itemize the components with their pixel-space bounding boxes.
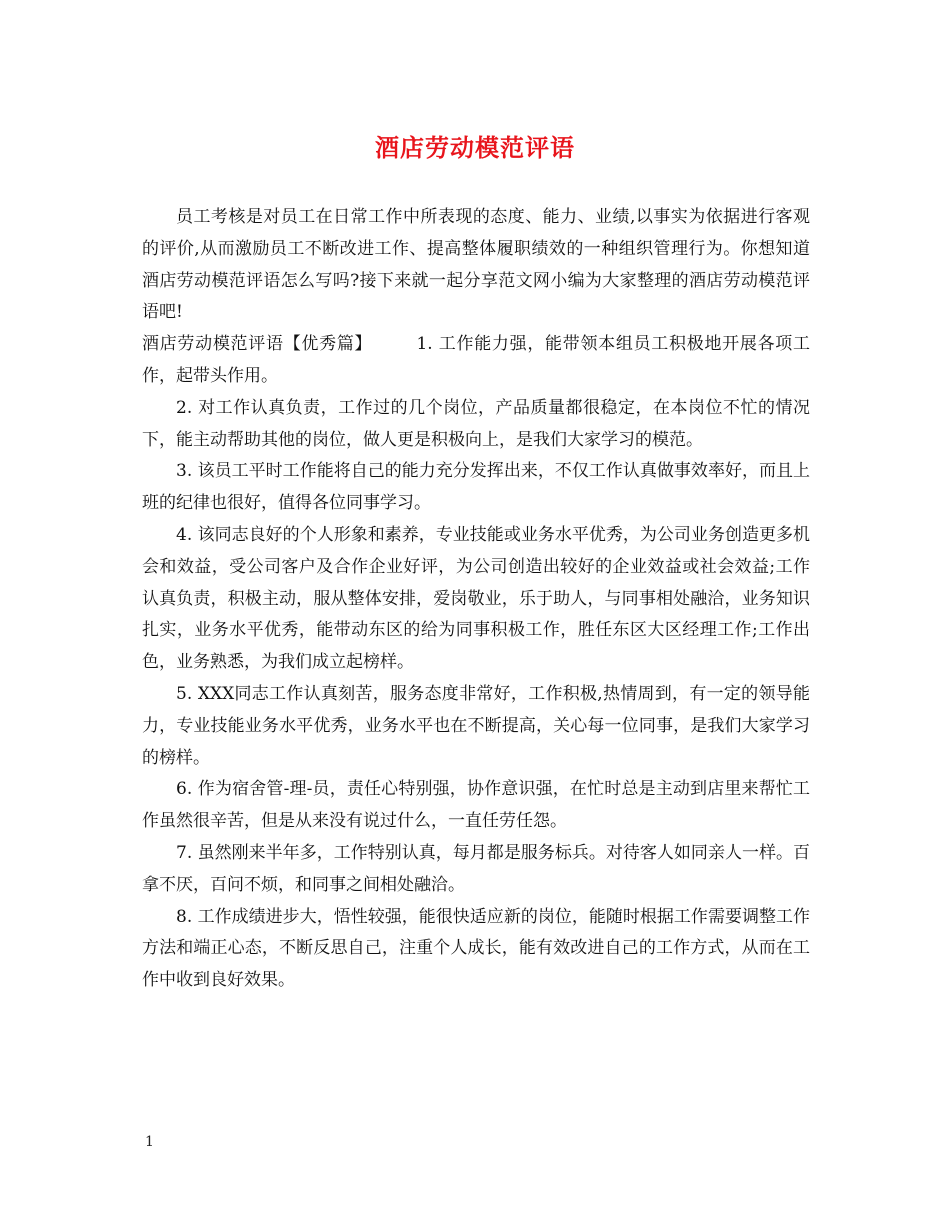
page-title: 酒店劳动模范评语 [375,133,575,162]
section-heading: 酒店劳动模范评语【优秀篇】 [142,334,373,355]
document-body [142,202,810,997]
page-number: 1 [145,1134,154,1150]
section-paragraph [142,329,810,393]
list-item: 6. 作为宿舍管-理-员，责任心特别强，协作意识强，在忙时总是主动到店里来帮忙工作虽然很辛苦，但是从来没有说过什么，一直任劳任怨。 [142,779,810,832]
list-item: 3. 该员工平时工作能将自己的能力充分发挥出来，不仅工作认真做事效率好，而且上班的纪律也很好，值得各位同事学习。 [142,461,810,514]
intro-paragraph: 员工考核是对员工在日常工作中所表现的态度、能力、业绩,以事实为依据进行客观的评价,从而激励员工不断改进工作、提高整体履职绩效的一种组织管理行为。你想知道酒店劳动模范评语怎么写吗?接下来就一起分享范文网小编为大家整理的酒店劳动模范评语吧! [142,207,810,323]
list-item: 1. 工作能力强，能带领本组员工积极地开展各项工作，起带头作用。 [142,334,810,386]
list-item: 2. 对工作认真负责，工作过的几个岗位，产品质量都很稳定，在本岗位不忙的情况下，能主动帮助其他的岗位，做人更是积极向上，是我们大家学习的模范。 [142,397,810,450]
list-item: 5. XXX同志工作认真刻苦，服务态度非常好，工作积极,热情周到，有一定的领导能力，专业技能业务水平优秀，业务水平也在不断提高，关心每一位同事，是我们大家学习的榜样。 [142,683,810,768]
list-item: 8. 工作成绩进步大，悟性较强，能很快适应新的岗位，能随时根据工作需要调整工作方法和端正心态，不断反思自己，注重个人成长，能有效改进自己的工作方式，从而在工作中收到良好效果。 [142,906,810,991]
list-item: 7. 虽然刚来半年多，工作特别认真，每月都是服务标兵。对待客人如同亲人一样。百拿不厌，百问不烦，和同事之间相处融洽。 [142,842,810,895]
list-item: 4. 该同志良好的个人形象和素养，专业技能或业务水平优秀，为公司业务创造更多机会和效益，受公司客户及合作企业好评，为公司创造出较好的企业效益或社会效益;工作认真负责，积极主动，服从整体安排，爱岗敬业，乐于助人，与同事相处融洽，业务知识扎实，业务水平优秀，能带动东区的给为同事积极工作，胜任东区大区经理工作;工作出色，业务熟悉，为我们成立起榜样。 [142,524,810,673]
